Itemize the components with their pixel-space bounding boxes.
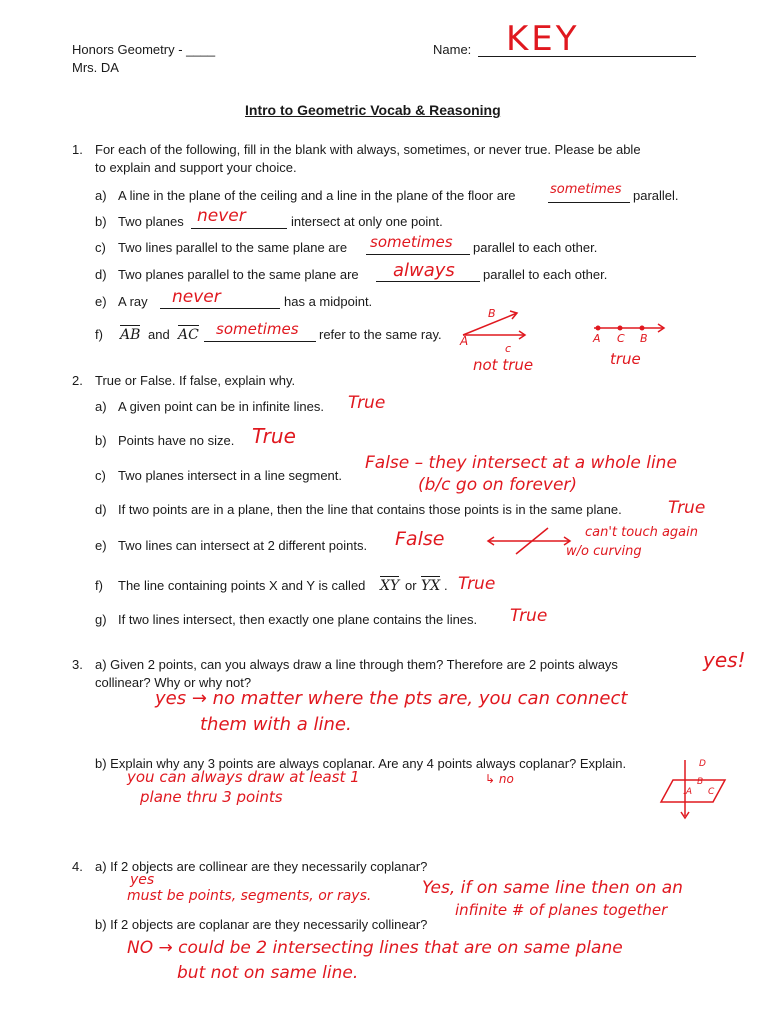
q1f-blank (204, 341, 316, 342)
q2f-text: The line containing points X and Y is called (118, 578, 366, 593)
q2f-answer: True (458, 574, 496, 594)
q2b-answer: True (252, 424, 296, 448)
q3a-line2: collinear? Why or why not? (95, 675, 252, 690)
q2f-period: . (444, 578, 448, 593)
q1c-blank (366, 254, 470, 255)
q4a-answer-right2: infinite # of planes together (455, 901, 668, 919)
q2f-line1-wrap (380, 576, 399, 594)
q4b-answer-line2: but not on same line. (177, 963, 359, 983)
q1a-after: parallel. (633, 188, 679, 203)
q1c-label: c) (95, 240, 106, 255)
sketch2-a: A (593, 332, 601, 345)
q1f-answer: sometimes (216, 320, 299, 338)
q1e-answer: never (172, 287, 221, 307)
q4b-answer-line1: NO → could be 2 intersecting lines that are on same plane (127, 938, 623, 958)
q2d-label: d) (95, 502, 107, 517)
q2f-line2-wrap (421, 576, 440, 594)
q1f-label: f) (95, 327, 103, 342)
q1b-after: intersect at only one point. (291, 214, 443, 229)
q2-prompt: True or False. If false, explain why. (95, 373, 296, 388)
q1b-label: b) (95, 214, 107, 229)
q1d-blank (376, 281, 480, 282)
q2c-label: c) (95, 468, 106, 483)
q1a-text: A line in the plane of the ceiling and a line in the plane of the floor are (118, 188, 516, 203)
q4a-answer-top: yes (130, 872, 155, 888)
q2g-answer: True (510, 606, 548, 626)
q2a-label: a) (95, 399, 107, 414)
sketch2-c: C (617, 332, 625, 345)
q4-number: 4. (72, 859, 83, 874)
q1c-after: parallel to each other. (473, 240, 598, 255)
q1f-after: refer to the same ray. (319, 327, 442, 342)
q2e-note-line2: w/o curving (566, 544, 642, 559)
plane-point-b: B (697, 777, 704, 787)
q1a-label: a) (95, 188, 107, 203)
q1-prompt-line2: to explain and support your choice. (95, 160, 297, 175)
q1d-label: d) (95, 267, 107, 282)
q1f-ray2-wrap (178, 325, 199, 343)
q1d-text: Two planes parallel to the same plane are (118, 267, 359, 282)
q1c-text: Two lines parallel to the same plane are (118, 240, 348, 255)
q2g-label: g) (95, 612, 107, 627)
plane-point-c: C (708, 787, 715, 797)
q2a-answer: True (348, 393, 386, 413)
q3a-yes: yes! (703, 648, 746, 672)
q2c-answer-line2: (b/c go on forever) (418, 475, 578, 495)
q1f-and: and (148, 327, 170, 342)
q3-number: 3. (72, 657, 83, 672)
page-title: Intro to Geometric Vocab & Reasoning (245, 102, 501, 118)
q2e-note-line1: can't touch again (585, 525, 699, 540)
intersecting-lines-sketch (486, 524, 576, 558)
q3b-line: b) Explain why any 3 points are always coplanar. Are any 4 points always coplanar? Explain. (95, 756, 627, 771)
line-yx: YX (421, 578, 441, 594)
q2b-text: Points have no size. (118, 433, 235, 448)
q1e-text: A ray (118, 294, 148, 309)
teacher-label: Mrs. DA (72, 60, 119, 75)
q4a-line: a) If 2 objects are collinear are they necessarily coplanar? (95, 859, 428, 874)
q1b-answer: never (197, 206, 246, 226)
q1-prompt-line1: For each of the following, fill in the blank with always, sometimes, or never true. Please be able (95, 142, 641, 157)
q3b-answer-line2: plane thru 3 points (140, 788, 283, 806)
q2e-label: e) (95, 538, 107, 553)
plane-point-d: D (699, 759, 706, 769)
q2f-label: f) (95, 578, 103, 593)
q3a-answer-line1: yes → no matter where the pts are, you can connect (155, 688, 628, 709)
sketch1-b: B (488, 307, 496, 320)
q3a-line1: a) Given 2 points, can you always draw a line through them? Therefore are 2 points always (95, 657, 618, 672)
q2d-answer: True (668, 498, 706, 518)
q2e-answer: False (395, 528, 445, 550)
q4a-answer-right1: Yes, if on same line then on an (422, 878, 683, 898)
q1-number: 1. (72, 142, 83, 157)
q2b-label: b) (95, 433, 107, 448)
sketch1-caption: not true (473, 356, 534, 374)
line-xy: XY (380, 578, 400, 594)
q3b-answer-line1: you can always draw at least 1 (127, 768, 360, 786)
q2a-text: A given point can be in infinite lines. (118, 399, 324, 414)
sketch1-a: A (460, 334, 469, 348)
q2d-text: If two points are in a plane, then the line that contains those points is in the same plane. (118, 502, 622, 517)
ray-sketch-true (590, 318, 670, 338)
q2g-text: If two lines intersect, then exactly one plane contains the lines. (118, 612, 478, 627)
q1e-label: e) (95, 294, 107, 309)
sketch1-c: c (505, 342, 512, 355)
plane-point-a: .A (683, 787, 693, 797)
q2f-or: or (405, 578, 417, 593)
q3b-no: ↳ no (485, 772, 514, 786)
plane-sketch (655, 758, 735, 820)
q2-number: 2. (72, 373, 83, 388)
q1b-blank (191, 228, 287, 229)
name-answer: KEY (506, 19, 580, 59)
q4a-answer-line1: must be points, segments, or rays. (127, 888, 372, 904)
q1a-answer: sometimes (550, 182, 622, 197)
ray-ac: AC (178, 327, 199, 343)
sketch2-b: B (640, 332, 648, 345)
q1a-blank (548, 202, 630, 203)
q1e-blank (160, 308, 280, 309)
q1d-answer: always (393, 260, 455, 281)
q2e-text: Two lines can intersect at 2 different points. (118, 538, 368, 553)
q2c-answer-line1: False – they intersect at a whole line (365, 453, 677, 473)
q3a-answer-line2: them with a line. (200, 714, 352, 735)
course-label: Honors Geometry - ____ (72, 42, 216, 57)
q2c-text: Two planes intersect in a line segment. (118, 468, 343, 483)
sketch2-caption: true (610, 350, 641, 368)
q1c-answer: sometimes (370, 233, 453, 251)
ray-ab: AB (120, 327, 141, 343)
name-label: Name: (433, 42, 472, 57)
q1b-text: Two planes (118, 214, 184, 229)
q4b-line: b) If 2 objects are coplanar are they necessarily collinear? (95, 917, 428, 932)
q1e-after: has a midpoint. (284, 294, 373, 309)
q1d-after: parallel to each other. (483, 267, 608, 282)
q1f-ray1-wrap (120, 325, 140, 343)
